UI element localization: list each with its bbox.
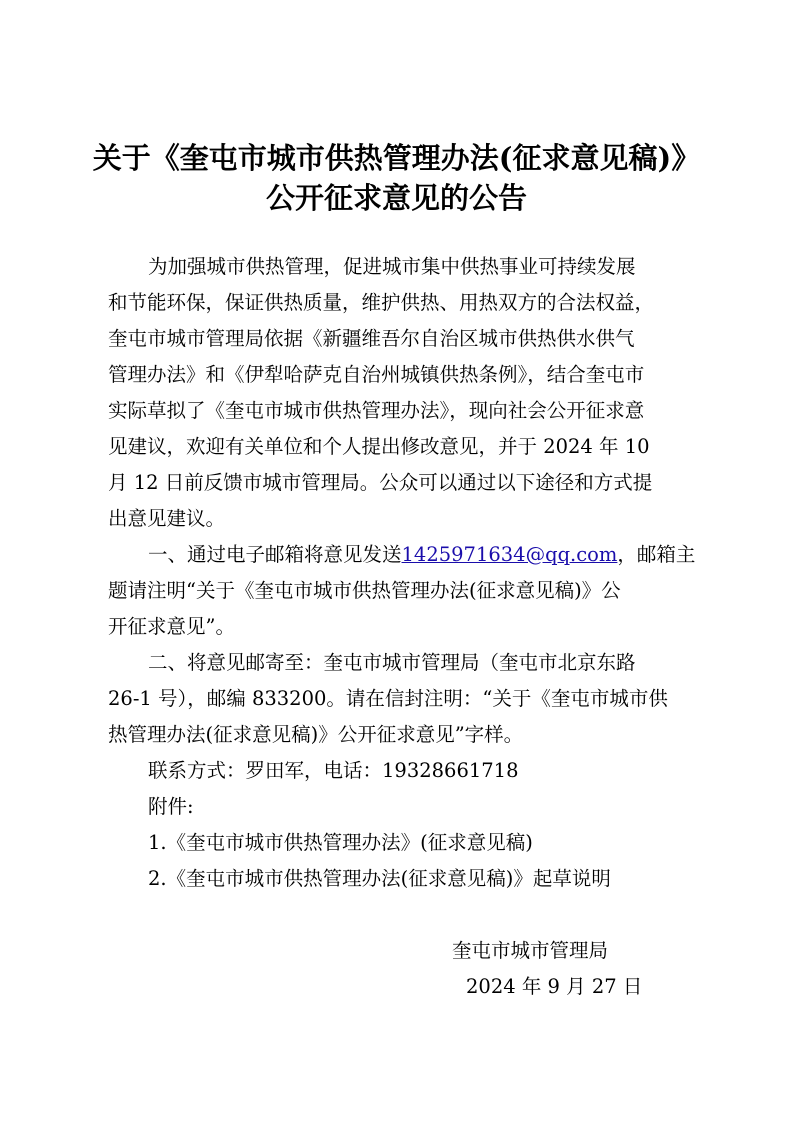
paragraph-1-line: 管理办法》和《伊犁哈萨克自治州城镇供热条例》，结合奎屯市 [108, 363, 645, 386]
email-link[interactable]: 1425971634@qq.com [401, 543, 618, 566]
paragraph-3-line: 26-1 号），邮编 833200。请在信封注明：“关于《奎屯市城市供 [108, 687, 668, 710]
attachments-label: 附件: [148, 795, 194, 818]
paragraph-2-line: 开征求意见”。 [108, 615, 235, 638]
signature-organization: 奎屯市城市管理局 [452, 939, 609, 962]
paragraph-1-line: 为加强城市供热管理，促进城市集中供热事业可持续发展 [148, 255, 636, 278]
email-subject-text: ，邮箱主 [617, 543, 696, 566]
paragraph-1-line: 和节能环保，保证供热质量，维护供热、用热双方的合法权益， [108, 291, 655, 314]
notice-title-line-1: 关于《奎屯市城市供热管理办法(征求意见稿)》 [92, 141, 701, 175]
paragraph-3-line: 热管理办法(征求意见稿)》公开征求意见”字样。 [108, 723, 524, 746]
contact-info: 联系方式：罗田军，电话：19328661718 [148, 759, 519, 782]
attachment-item: 1.《奎屯市城市供热管理办法》(征求意见稿) [148, 831, 533, 854]
paragraph-1-line: 实际草拟了《奎屯市城市供热管理办法》，现向社会公开征求意 [108, 399, 645, 422]
email-instruction-text: 一、通过电子邮箱将意见发送 [148, 543, 402, 566]
paragraph-1-line: 见建议，欢迎有关单位和个人提出修改意见，并于 2024 年 10 [108, 435, 650, 458]
signature-date: 2024 年 9 月 27 日 [466, 975, 643, 998]
paragraph-1-line: 出意见建议。 [108, 507, 226, 530]
notice-title-line-2: 公开征求意见的公告 [265, 181, 527, 215]
paragraph-2-line: 题请注明“关于《奎屯市城市供热管理办法(征求意见稿)》公 [108, 579, 621, 602]
paragraph-1-line: 月 12 日前反馈市城市管理局。公众可以通过以下途径和方式提 [108, 471, 653, 494]
paragraph-3-line: 二、将意见邮寄至：奎屯市城市管理局（奎屯市北京东路 [148, 651, 636, 674]
paragraph-1-line: 奎屯市城市管理局依据《新疆维吾尔自治区城市供热供水供气 [108, 327, 635, 350]
paragraph-2-line [148, 542, 695, 568]
attachment-item: 2.《奎屯市城市供热管理办法(征求意见稿)》起草说明 [148, 867, 611, 890]
